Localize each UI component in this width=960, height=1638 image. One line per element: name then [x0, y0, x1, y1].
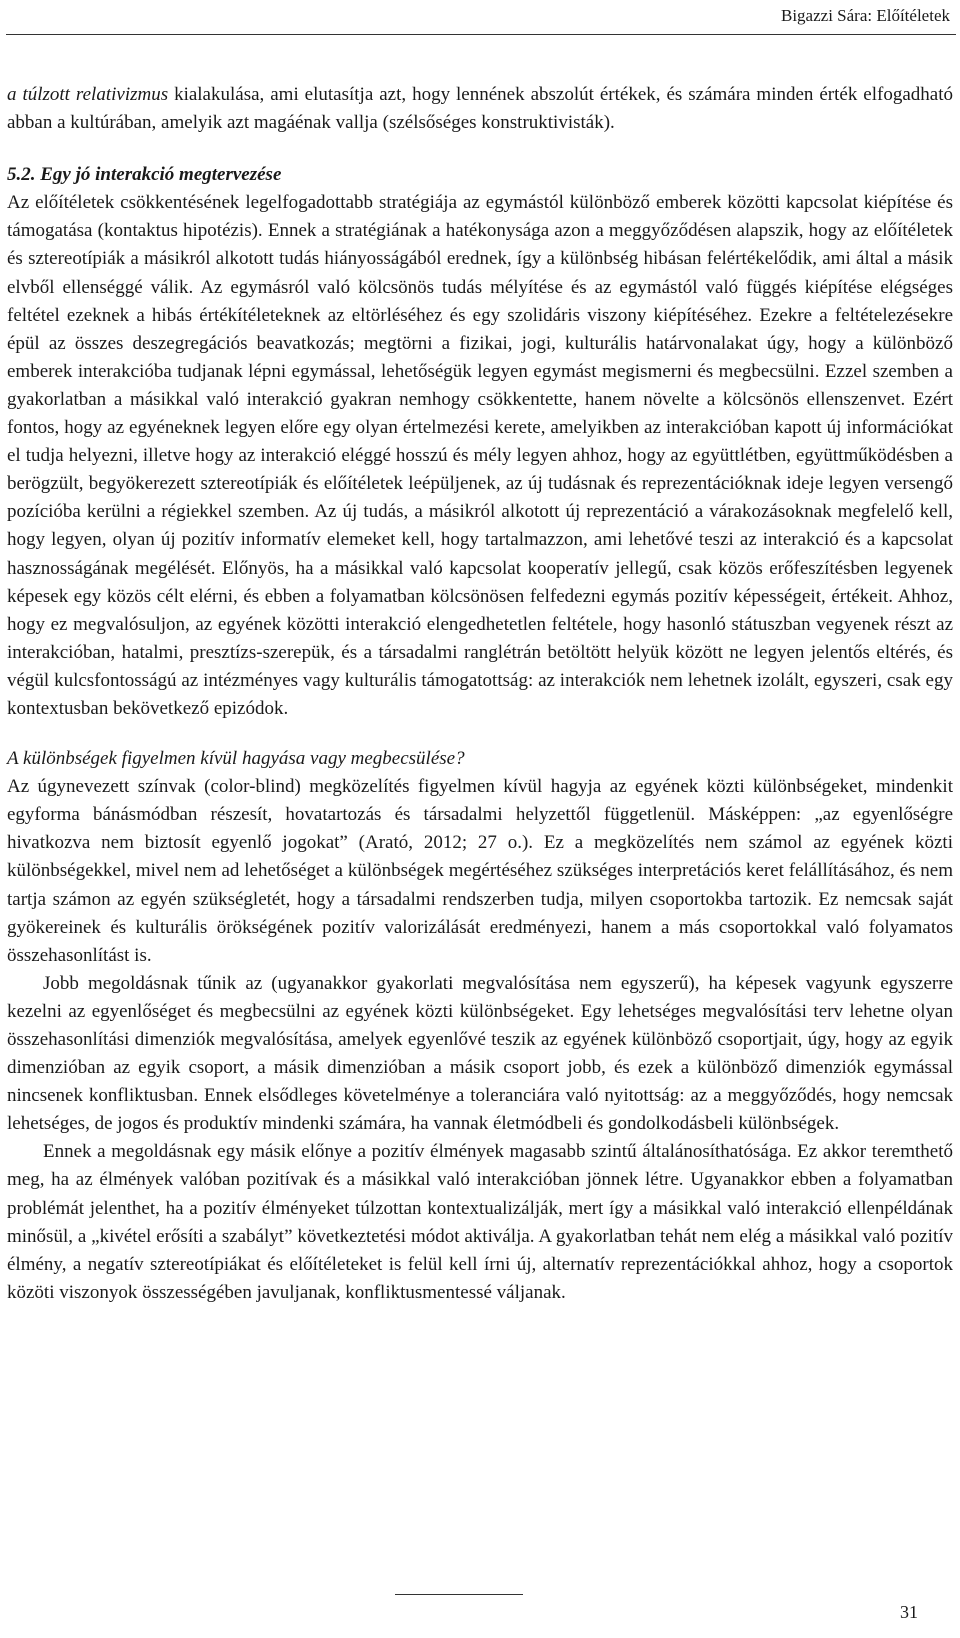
body-paragraph: Ennek a megoldásnak egy másik előnye a pozitív élmények magasabb szintű általánosíthatósága. Ez akkor teremthető meg, ha az élmények valóban pozitívak és a másikkal való interakcióban jönnek létre. Ugyanakkor ebben a folyamatban problémát jelenthet, ha a pozitív élményeket túlzottan kontextualizálják, mert így a másikkal való interakció ellenpéldának minősül, a „kivétel erősíti a szabályt” következtetési módot aktiválja. A gyakorlatban tehát nem elég a másikkal való pozitív élmény, a negatív sztereotípiákat és előítéleteket is felül kell írni új, alternatív reprezentációkkal ahhoz, hogy a csoportok közöti viszonyok összességében javuljanak, konfliktusmentessé váljanak. [7, 1141, 953, 1303]
intro-italic-phrase: a túlzott relativizmus [7, 84, 169, 105]
page-body [7, 81, 953, 1307]
section-heading: 5.2. Egy jó interakció megtervezése [7, 164, 282, 186]
running-title: Bigazzi Sára: Előítéletek [781, 6, 950, 25]
body-paragraph: Jobb megoldásnak tűnik az (ugyanakkor gyakorlati megvalósítása nem egyszerű), ha képesek vagyunk egyszerre kezelni az egyenlőséget és megbecsülni az egyének közti különbségeket. Egy lehetséges megvalósítási terv lehetne olyan összehasonlítási dimenziók megvalósítása, amelyek egyenlővé teszik az egyének különböző csoportjait, úgy, hogy az egyik dimenzióban az egyik csoport, a másik dimenzióban a másik csoport jobb, és ezek a különböző dimenziók egymással nincsenek konfliktusban. Ennek elsődleges követelménye a toleranciára való nyitottság: az a meggyőződés, hogy nemcsak lehetséges, de jogos és produktív mindenki számára, ha vannak életmódbeli és gondolkodásbeli különbségek. [7, 972, 953, 1135]
subsection-heading: A különbségek figyelmen kívül hagyása vagy megbecsülése? [7, 748, 465, 770]
intro-text: kialakulása, ami elutasítja azt, hogy lennének abszolút értékek, és számára minden érték elfogadható abban a kultúrában, amelyik azt magáénak vallja (szélsőséges konstruktivisták). [7, 84, 953, 134]
intro-paragraph [7, 81, 953, 137]
footer-rule [395, 1594, 523, 1595]
page-number: 31 [900, 1602, 918, 1622]
running-header [6, 0, 956, 35]
section-paragraph: Az előítéletek csökkentésének legelfogadottabb stratégiája az egymástól különböző emberek közötti kapcsolat kiépítése és támogatása (kontaktus hipotézis). Ennek a stratégiának a hatékonysága azon a meggyőződésen alapszik, hogy az előítéletek és sztereotípiák a másikról alkotott tudás hiányosságából erednek, így a különbség hibásan felértékelődik, ami által a másik elvből ellenséggé válik. Az egymásról való kölcsönös tudás mélyítése és az egymástól való függés kiépítése elégséges feltétel ezeknek a hibás értékítéleteknek az eltörléséhez és egy szolidáris viszony kiépítéséhez. Ezekre a feltételezésekre épül az összes deszegregációs beavatkozás; megtörni a fizikai, jogi, kulturális határvonalakat úgy, hogy a különböző emberek interakcióba tudjanak lépni egymással, lehetőségük legyen egymást megismerni és megbecsülni. Ezzel szemben a gyakorlatban a másikkal való interakció gyakran nemhogy csökkentette, hanem növelte a kölcsönös ellenszenvet. Ezért fontos, hogy az egyéneknek legyen előre egy olyan értelmezési kerete, amelyikben az interakcióban kapott új információkat el tudja helyezni, illetve hogy az interakció eléggé hosszú és mély legyen ahhoz, hogy az együttlétben, együttműködésben a berögzült, begyökerezett sztereotípiák és előítéletek leépüljenek, az új tudásnak és reprezentációknak ideje legyen versengő pozícióba kerülni a régiekkel szemben. Az új tudás, a másikról alkotott új reprezentáció a várakozásoknak megfelelő kell, hogy legyen, olyan új pozitív informatív elemeket kell, hogy tartalmazzon, ami lehetővé teszi az interakció és a kapcsolat hasznosságának megélését. Előnyös, ha a másikkal való kapcsolat kooperatív jellegű, csak közös erőfeszítésben legyenek képesek egy közös célt elérni, és ebben a folyamatban kölcsönösen felfedezni egymás pozitív képességeit, értékeit. Ahhoz, hogy ez megvalósuljon, az egyének közötti interakció elengedhetetlen feltétele, hogy hasonló státuszban vegyenek részt az interakcióban, hatalmi, presztízs-szerepük, és a társadalmi ranglétrán betöltött helyük között ne legyen jelentős eltérés, és végül kulcsfontosságú az intézményes vagy kulturális támogatottság: az interakciók nem lehetnek izolált, egyszeri, csak egy kontextusban bekövetkező epizódok. [7, 192, 953, 719]
body-paragraph: Az úgynevezett színvak (color-blind) megközelítés figyelmen kívül hagyja az egyének közti különbségeket, mindenkit egyforma bánásmódban részesít, hovatartozás és társadalmi helyzettől függetlenül. Másképpen: „az egyenlőségre hivatkozva nem biztosít egyenlő jogokat” (Arató, 2012; 27 o.). Ez a megközelítés nem számol az egyének közti különbségekkel, mivel nem ad lehetőséget a különbségek megértéséhez szükséges interpretációs keret felállításához, és nem tartja számon az egyén szükségletét, hogy a társadalmi rendszerben tudja, milyen csoportokba tartozik. Ez nemcsak saját gyökereinek és kulturális örökségének pozitív valorizálását eredményezi, hanem a más csoportokkal való folyamatos összehasonlítást is. [7, 776, 953, 966]
